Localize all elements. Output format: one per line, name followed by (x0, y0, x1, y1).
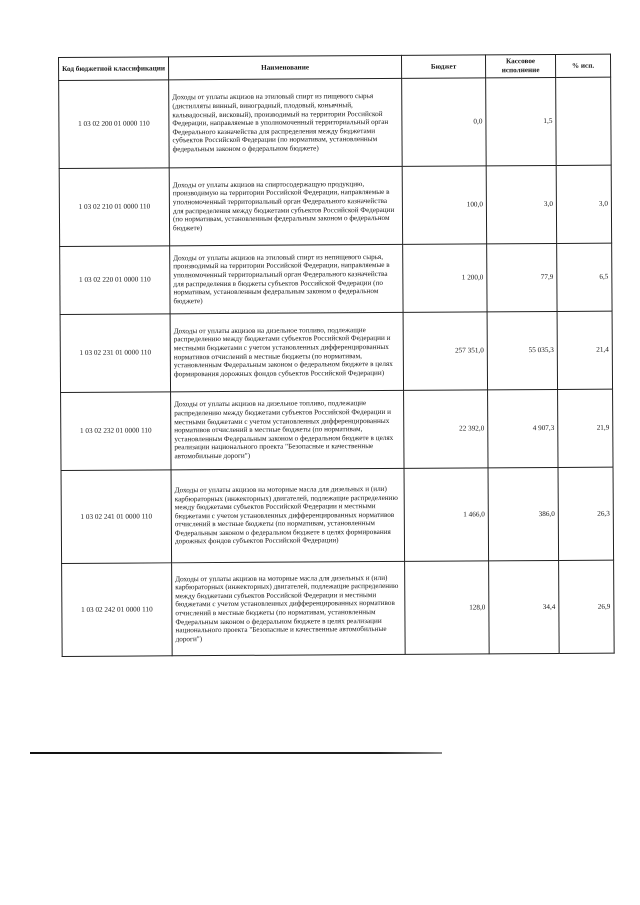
table-row (60, 243, 612, 314)
header-execution: Кассовое исполнение (485, 54, 555, 77)
cell-code: 1 03 02 232 01 0000 110 (61, 392, 171, 471)
cell-code: 1 03 02 241 01 0000 110 (61, 470, 172, 564)
table-row (60, 311, 612, 392)
header-budget: Бюджет (401, 55, 485, 79)
cell-execution: 55 035,3 (487, 311, 557, 389)
cell-budget: 0,0 (402, 78, 487, 167)
table-row (59, 77, 612, 168)
table-row (61, 467, 614, 563)
header-percent: % исп. (555, 54, 610, 77)
cell-budget: 128,0 (405, 561, 490, 655)
cell-execution: 1,5 (486, 77, 557, 165)
cell-budget: 1 200,0 (403, 244, 487, 313)
header-code: Код бюджетной классификации (59, 57, 169, 81)
cell-name: Доходы от уплаты акцизов на этиловый спирт из пищевого сырья (дистилляты винный, виноградный, плодовый, коньячный, кальвадосный, висковый), производимый на территории Российской Федерации, направляемые в уполномоченный территориальный орган Федерального казначейства для распределения между бюджетами субъектов Российской Федерации (по нормативам, установленным федеральным законом о федеральном бюджете) (169, 78, 403, 167)
cell-name: Доходы от уплаты акцизов на этиловый спирт из непищевого сырья, производимый на территории Российской Федерации, направляемые в уполномоченный территориальный орган Федерального казначейства для распределения в бюджеты субъектов Российской Федерации (по нормативам, установленным федеральным законом о федеральном бюджете) (170, 244, 403, 313)
budget-table (58, 54, 615, 657)
cell-budget: 1 466,0 (404, 468, 489, 562)
cell-code: 1 03 02 220 01 0000 110 (60, 246, 170, 315)
table-row (62, 560, 615, 656)
cell-execution: 3,0 (486, 165, 556, 243)
cell-percent: 21,9 (558, 389, 613, 467)
cell-percent: 6,5 (557, 243, 612, 311)
cell-budget: 22 392,0 (404, 390, 488, 469)
cell-code: 1 03 02 210 01 0000 110 (59, 168, 169, 247)
cell-execution: 4 907,3 (488, 389, 558, 467)
cell-budget: 100,0 (402, 166, 486, 245)
cell-name: Доходы от уплаты акцизов на дизельное топливо, подлежащие распределению между бюджетами субъектов Российской Федерации и местными бюджетами с учетом установленных дифференцированных нормативов отчислений в местные бюджеты (по нормативам, установленным Федеральным законом о федеральном бюджете в целях реализации национального проекта "Безопасные и качественные автомобильные дороги") (171, 390, 404, 469)
table-header-row (59, 54, 611, 80)
cell-execution: 386,0 (488, 467, 559, 560)
page-footer-rule (30, 752, 442, 754)
cell-budget: 257 351,0 (403, 312, 487, 391)
cell-name: Доходы от уплаты акцизов на дизельное топливо, подлежащие распределению между бюджетами субъектов Российской Федерации и местными бюджетами с учетом установленных дифференцированных нормативов отчислений в местные бюджеты (по нормативам, установленным Федеральным законом о федеральном бюджете в целях формирования дорожных фондов субъектов Российской Федерации) (170, 312, 403, 391)
cell-name: Доходы от уплаты акцизов на моторные масла для дизельных и (или) карбюраторных (инжекторных) двигателей, подлежащие распределению между бюджетами субъектов Российской Федерации и местными бюджетами с учетом установленных дифференцированных нормативов отчислений в местные бюджеты (по нормативам, установленным Федеральным законом о федеральном бюджете в целях реализации национального проекта "Безопасные и качественные автомобильные дороги") (172, 561, 406, 655)
cell-name: Доходы от уплаты акцизов на спиртосодержащую продукцию, производимую на территории Российской Федерации, направляемые в уполномоченный территориальный орган Федерального казначейства для распределения между бюджетами субъектов Российской Федерации (по нормативам, установленным федеральным законом о федеральном бюджете) (169, 166, 402, 245)
cell-code: 1 03 02 231 01 0000 110 (60, 314, 170, 393)
cell-execution: 77,9 (487, 243, 557, 311)
cell-percent (556, 77, 612, 165)
cell-name: Доходы от уплаты акцизов на моторные масла для дизельных и (или) карбюраторных (инжекторных) двигателей, подлежащие распределению между бюджетами субъектов Российской Федерации и местными бюджетами с учетом установленных дифференцированных нормативов отчислений в местные бюджеты (по нормативам, установленным Федеральным законом о федеральном бюджете в целях формирования дорожных фондов субъектов Российской Федерации) (171, 468, 405, 562)
table-row (61, 389, 613, 470)
cell-percent: 3,0 (556, 165, 611, 243)
cell-code: 1 03 02 200 01 0000 110 (59, 80, 170, 169)
cell-percent: 26,9 (559, 560, 615, 653)
table-row (59, 165, 611, 246)
cell-execution: 34,4 (489, 560, 560, 653)
cell-code: 1 03 02 242 01 0000 110 (62, 563, 173, 657)
cell-percent: 26,3 (558, 467, 614, 560)
header-name: Наименование (169, 55, 402, 79)
cell-percent: 21,4 (557, 311, 612, 389)
